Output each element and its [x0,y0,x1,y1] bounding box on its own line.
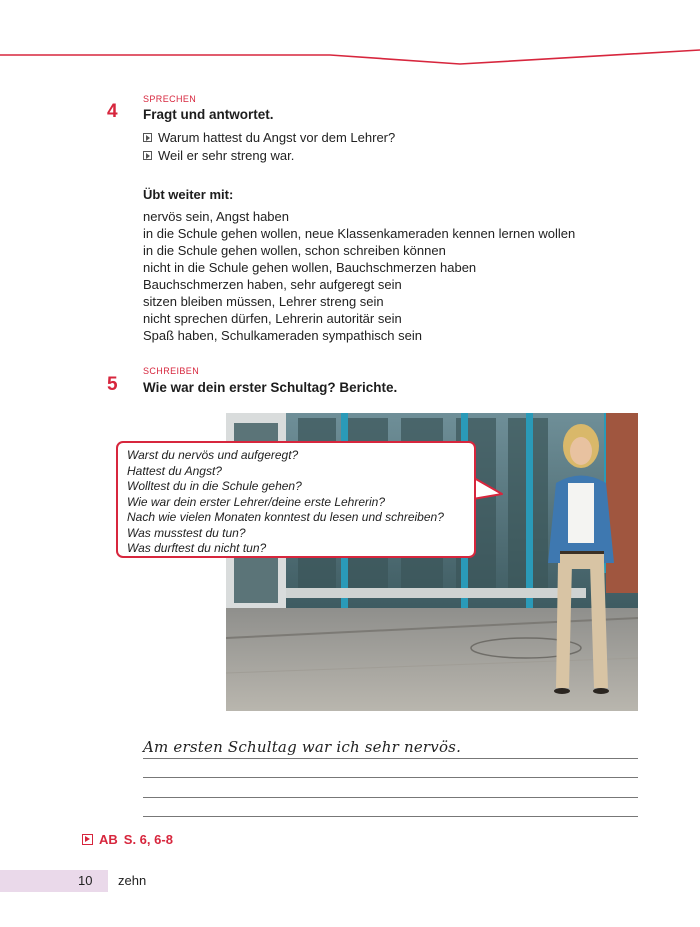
bubble-question: Was musstest du tun? [127,525,246,540]
practice-item: in die Schule gehen wollen, schon schreiben können [143,243,446,258]
exercise-number-4: 4 [107,101,118,122]
page-number: 10 [78,873,93,888]
workbook-code: AB [99,832,118,847]
workbook-reference [82,832,179,847]
dialog-line-answer [143,148,294,163]
practice-item: sitzen bleiben müssen, Lehrer streng sein [143,294,384,309]
practice-item: nervös sein, Angst haben [143,209,289,224]
bubble-question: Wie war dein erster Lehrer/deine erste Lehrerin? [127,494,386,509]
practice-title: Übt weiter mit: [143,187,234,202]
practice-item: in die Schule gehen wollen, neue Klassenkameraden kennen lernen wollen [143,226,576,241]
bubble-question: Warst du nervös und aufgeregt? [127,448,299,462]
practice-item: Spaß haben, Schulkameraden sympathisch sein [143,328,422,343]
writing-line [143,816,638,817]
exercise-number-5: 5 [107,374,118,395]
exercise-label-speaking: SPRECHEN [143,94,197,104]
exercise-title-4: Fragt und antwortet. [143,107,274,122]
play-icon [143,133,152,142]
header-decorative-line [0,0,700,80]
dialog-text: Weil er sehr streng war. [158,148,295,163]
practice-item: Bauchschmerzen haben, sehr aufgeregt sein [143,277,402,292]
page-number-word: zehn [118,873,147,888]
dialog-text: Warum hattest du Angst vor dem Lehrer? [158,130,396,145]
practice-item: nicht sprechen dürfen, Lehrerin autoritär sein [143,311,402,326]
bubble-question: Hattest du Angst? [127,463,222,478]
workbook-pages: S. 6, 6-8 [123,832,173,847]
exercise-label-writing: SCHREIBEN [143,366,200,376]
dialog-line-question [143,130,395,145]
practice-item: nicht in die Schule gehen wollen, Bauchschmerzen haben [143,260,477,275]
bubble-question: Nach wie vielen Monaten konntest du lesen und schreiben? [127,510,444,524]
exercise-title-5: Wie war dein erster Schultag? Berichte. [143,380,398,395]
arrow-box-icon [82,834,93,845]
writing-line [143,797,638,798]
practice-list [143,208,575,344]
bubble-question: Was durftest du nicht tun? [127,541,267,555]
writing-line [143,777,638,778]
handwritten-answer: Am ersten Schultag war ich sehr nervös. [143,738,462,756]
speech-bubble-questions [116,441,476,558]
writing-line [143,758,638,759]
bubble-question: Wolltest du in die Schule gehen? [127,479,302,493]
play-icon [143,151,152,160]
